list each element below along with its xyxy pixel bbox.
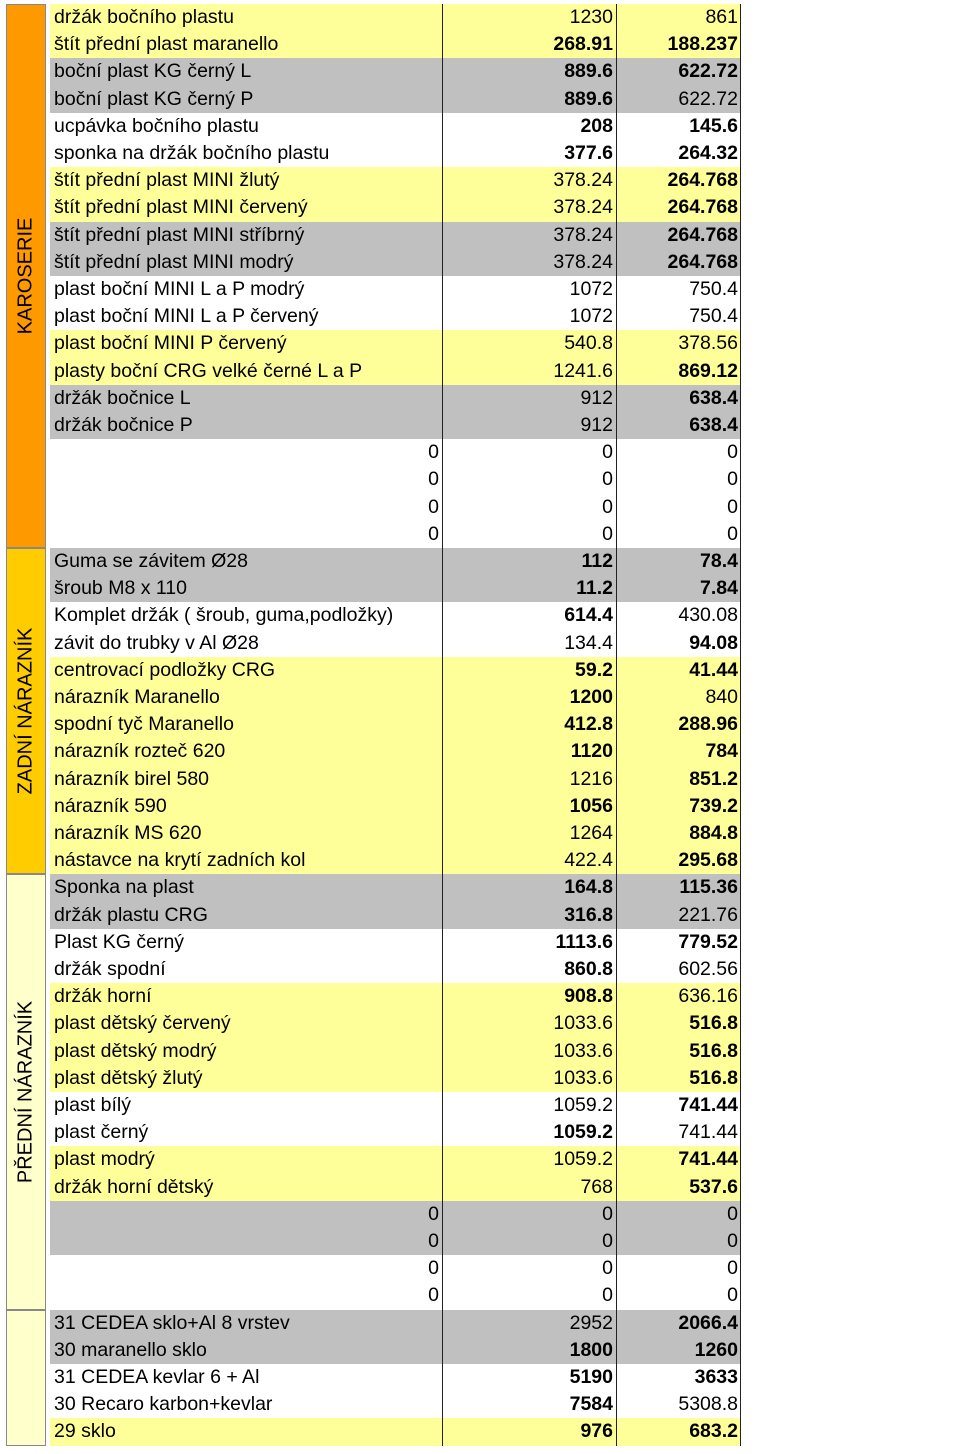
item-name: boční plast KG černý P	[50, 86, 443, 113]
price-value: 908.8	[443, 983, 617, 1010]
price-value-discount: 2066.4	[617, 1310, 741, 1337]
price-value: 1120	[443, 738, 617, 765]
price-value: 378.24	[443, 222, 617, 249]
price-value-discount: 5308.8	[617, 1391, 741, 1418]
table-row	[50, 902, 741, 929]
price-value-discount: 784	[617, 738, 741, 765]
table-row	[50, 1337, 741, 1364]
table-row	[50, 194, 741, 221]
zero-value: 0	[428, 522, 439, 545]
price-value-discount: 739.2	[617, 793, 741, 820]
price-value: 1216	[443, 766, 617, 793]
zero-value: 0	[428, 495, 439, 518]
price-value: 378.24	[443, 167, 617, 194]
price-value-discount: 779.52	[617, 929, 741, 956]
table-row	[50, 385, 741, 412]
item-name: držák bočnice P	[50, 412, 443, 439]
table-row	[50, 1228, 741, 1255]
item-name: 30 Recaro karbon+kevlar	[50, 1391, 443, 1418]
price-value: 0	[443, 1228, 617, 1255]
price-value: 5190	[443, 1364, 617, 1391]
table-row	[50, 1364, 741, 1391]
item-name: Guma se závitem Ø28	[50, 548, 443, 575]
price-value-discount: 638.4	[617, 412, 741, 439]
table-row	[50, 303, 741, 330]
table-row	[50, 439, 741, 466]
price-value-discount: 78.4	[617, 548, 741, 575]
price-value: 1230	[443, 4, 617, 31]
table-row	[50, 1255, 741, 1282]
table-row	[50, 766, 741, 793]
table-row	[50, 249, 741, 276]
price-value-discount: 295.68	[617, 847, 741, 874]
price-value-discount: 638.4	[617, 385, 741, 412]
price-value: 412.8	[443, 711, 617, 738]
category-band	[6, 4, 46, 548]
price-value: 0	[443, 466, 617, 493]
category-band	[6, 874, 46, 1309]
item-name	[50, 439, 443, 466]
price-value: 614.4	[443, 602, 617, 629]
price-value: 860.8	[443, 956, 617, 983]
table-row	[50, 548, 741, 575]
price-value-discount: 851.2	[617, 766, 741, 793]
price-value-discount: 288.96	[617, 711, 741, 738]
table-row	[50, 874, 741, 901]
price-value-discount: 0	[617, 1255, 741, 1282]
item-name: 31 CEDEA kevlar 6 + Al	[50, 1364, 443, 1391]
price-value: 134.4	[443, 630, 617, 657]
item-name: plast dětský červený	[50, 1010, 443, 1037]
item-name	[50, 1201, 443, 1228]
price-value: 0	[443, 1201, 617, 1228]
price-value-discount: 7.84	[617, 575, 741, 602]
table-row	[50, 222, 741, 249]
price-value: 1800	[443, 1337, 617, 1364]
table-row	[50, 330, 741, 357]
table-row	[50, 738, 741, 765]
item-name: Plast KG černý	[50, 929, 443, 956]
table-row	[50, 1418, 741, 1445]
price-value: 1200	[443, 684, 617, 711]
item-name: 29 sklo	[50, 1418, 443, 1445]
price-value-discount: 840	[617, 684, 741, 711]
table-row	[50, 494, 741, 521]
price-value: 1033.6	[443, 1038, 617, 1065]
table-row	[50, 86, 741, 113]
price-value: 889.6	[443, 58, 617, 85]
price-value-discount: 537.6	[617, 1174, 741, 1201]
price-value-discount: 115.36	[617, 874, 741, 901]
price-value: 768	[443, 1174, 617, 1201]
price-value-discount: 378.56	[617, 330, 741, 357]
price-value: 378.24	[443, 249, 617, 276]
item-name: závit do trubky v Al Ø28	[50, 630, 443, 657]
price-value: 1113.6	[443, 929, 617, 956]
table-row	[50, 793, 741, 820]
price-value-discount: 741.44	[617, 1092, 741, 1119]
price-value-discount: 3633	[617, 1364, 741, 1391]
table-row	[50, 1119, 741, 1146]
table-row	[50, 113, 741, 140]
zero-value: 0	[428, 468, 439, 491]
price-value: 1033.6	[443, 1010, 617, 1037]
price-value: 0	[443, 494, 617, 521]
item-name: nárazník MS 620	[50, 820, 443, 847]
item-name	[50, 1255, 443, 1282]
price-value: 268.91	[443, 31, 617, 58]
item-name: držák plastu CRG	[50, 902, 443, 929]
table-row	[50, 1010, 741, 1037]
item-name: plast boční MINI P červený	[50, 330, 443, 357]
table-row	[50, 167, 741, 194]
table-row	[50, 602, 741, 629]
price-value-discount: 0	[617, 494, 741, 521]
table-row	[50, 1038, 741, 1065]
price-value: 316.8	[443, 902, 617, 929]
category-band	[6, 548, 46, 874]
price-value-discount: 602.56	[617, 956, 741, 983]
zero-value: 0	[428, 1202, 439, 1225]
table-row	[50, 140, 741, 167]
table-row	[50, 1201, 741, 1228]
item-name	[50, 466, 443, 493]
price-value: 1059.2	[443, 1146, 617, 1173]
price-value: 889.6	[443, 86, 617, 113]
item-name: štít přední plast MINI stříbrný	[50, 222, 443, 249]
table-row	[50, 684, 741, 711]
price-value: 1056	[443, 793, 617, 820]
zero-value: 0	[428, 441, 439, 464]
table-row	[50, 983, 741, 1010]
price-value-discount: 516.8	[617, 1010, 741, 1037]
item-name: spodní tyč Maranello	[50, 711, 443, 738]
price-value-discount: 41.44	[617, 657, 741, 684]
item-name: držák bočního plastu	[50, 4, 443, 31]
price-value-discount: 869.12	[617, 358, 741, 385]
item-name	[50, 521, 443, 548]
item-name: sponka na držák bočního plastu	[50, 140, 443, 167]
price-value: 377.6	[443, 140, 617, 167]
price-value: 11.2	[443, 575, 617, 602]
item-name: ucpávka bočního plastu	[50, 113, 443, 140]
item-name: štít přední plast MINI žlutý	[50, 167, 443, 194]
price-value-discount: 516.8	[617, 1065, 741, 1092]
item-name: držák horní dětský	[50, 1174, 443, 1201]
price-value-discount: 861	[617, 4, 741, 31]
price-value: 540.8	[443, 330, 617, 357]
zero-value: 0	[428, 1284, 439, 1307]
price-value: 1072	[443, 276, 617, 303]
zero-value: 0	[428, 1230, 439, 1252]
table-row	[50, 929, 741, 956]
item-name: 31 CEDEA sklo+Al 8 vrstev	[50, 1310, 443, 1337]
item-name: plasty boční CRG velké černé L a P	[50, 358, 443, 385]
price-value-discount: 750.4	[617, 303, 741, 330]
price-value: 1059.2	[443, 1119, 617, 1146]
item-name: centrovací podložky CRG	[50, 657, 443, 684]
table-row	[50, 4, 741, 31]
item-name: štít přední plast maranello	[50, 31, 443, 58]
price-value: 912	[443, 385, 617, 412]
price-value: 976	[443, 1418, 617, 1445]
table-row	[50, 711, 741, 738]
item-name: plast modrý	[50, 1146, 443, 1173]
table-row	[50, 847, 741, 874]
price-value-discount: 0	[617, 1201, 741, 1228]
price-value-discount: 741.44	[617, 1119, 741, 1146]
table-row	[50, 1282, 741, 1309]
table-row	[50, 956, 741, 983]
price-value-discount: 264.768	[617, 222, 741, 249]
price-value: 2952	[443, 1310, 617, 1337]
item-name: 30 maranello sklo	[50, 1337, 443, 1364]
item-name: plast dětský modrý	[50, 1038, 443, 1065]
price-value: 1072	[443, 303, 617, 330]
price-value: 1033.6	[443, 1065, 617, 1092]
category-label: KAROSERIE	[14, 217, 37, 335]
price-value: 7584	[443, 1391, 617, 1418]
item-name: plast dětský žlutý	[50, 1065, 443, 1092]
price-value-discount: 636.16	[617, 983, 741, 1010]
zero-value: 0	[428, 1257, 439, 1280]
price-value-discount: 0	[617, 466, 741, 493]
item-name: nárazník rozteč 620	[50, 738, 443, 765]
category-label: ZADNÍ NÁRAZNÍK	[14, 627, 37, 795]
price-value-discount: 0	[617, 521, 741, 548]
price-value: 112	[443, 548, 617, 575]
item-name: nárazník 590	[50, 793, 443, 820]
price-value-discount: 0	[617, 1228, 741, 1255]
table-row	[50, 657, 741, 684]
item-name	[50, 1228, 443, 1255]
price-value: 0	[443, 1282, 617, 1309]
table-row	[50, 58, 741, 85]
price-value-discount: 145.6	[617, 113, 741, 140]
item-name: štít přední plast MINI modrý	[50, 249, 443, 276]
item-name: šroub M8 x 110	[50, 575, 443, 602]
item-name: plast černý	[50, 1119, 443, 1146]
item-name: plast boční MINI L a P červený	[50, 303, 443, 330]
item-name: držák spodní	[50, 956, 443, 983]
item-name: štít přední plast MINI červený	[50, 194, 443, 221]
price-value: 0	[443, 439, 617, 466]
price-value-discount: 622.72	[617, 58, 741, 85]
price-value-discount: 516.8	[617, 1038, 741, 1065]
price-value: 1241.6	[443, 358, 617, 385]
price-value-discount: 0	[617, 1282, 741, 1309]
table-row	[50, 1092, 741, 1119]
price-value-discount: 264.768	[617, 167, 741, 194]
price-value: 1264	[443, 820, 617, 847]
item-name: držák horní	[50, 983, 443, 1010]
price-value-discount: 750.4	[617, 276, 741, 303]
table-row	[50, 1310, 741, 1337]
price-value: 164.8	[443, 874, 617, 901]
table-row	[50, 276, 741, 303]
item-name: Sponka na plast	[50, 874, 443, 901]
price-value-discount: 264.768	[617, 249, 741, 276]
price-value: 422.4	[443, 847, 617, 874]
price-value-discount: 622.72	[617, 86, 741, 113]
category-band	[6, 1310, 46, 1446]
item-name: nárazník birel 580	[50, 766, 443, 793]
item-name	[50, 494, 443, 521]
price-value-discount: 1260	[617, 1337, 741, 1364]
price-value: 912	[443, 412, 617, 439]
table-row	[50, 1174, 741, 1201]
price-value: 59.2	[443, 657, 617, 684]
price-value-discount: 264.768	[617, 194, 741, 221]
item-name: plast boční MINI L a P modrý	[50, 276, 443, 303]
price-value: 0	[443, 1255, 617, 1282]
table-row	[50, 1065, 741, 1092]
item-name: držák bočnice L	[50, 385, 443, 412]
item-name: Komplet držák ( šroub, guma,podložky)	[50, 602, 443, 629]
table-row	[50, 820, 741, 847]
price-value-discount: 741.44	[617, 1146, 741, 1173]
price-value-discount: 188.237	[617, 31, 741, 58]
price-value-discount: 884.8	[617, 820, 741, 847]
category-label: PŘEDNÍ NÁRAZNÍK	[14, 1000, 37, 1184]
price-value: 208	[443, 113, 617, 140]
item-name: boční plast KG černý L	[50, 58, 443, 85]
price-value-discount: 221.76	[617, 902, 741, 929]
table-row	[50, 1146, 741, 1173]
table-row	[50, 521, 741, 548]
price-value-discount: 0	[617, 439, 741, 466]
item-name	[50, 1282, 443, 1309]
price-value: 0	[443, 521, 617, 548]
table-row	[50, 358, 741, 385]
table-row	[50, 31, 741, 58]
price-value-discount: 94.08	[617, 630, 741, 657]
item-name: nástavce na krytí zadních kol	[50, 847, 443, 874]
table-row	[50, 575, 741, 602]
table-row	[50, 412, 741, 439]
item-name: plast bílý	[50, 1092, 443, 1119]
price-value-discount: 264.32	[617, 140, 741, 167]
item-name: nárazník Maranello	[50, 684, 443, 711]
price-value: 1059.2	[443, 1092, 617, 1119]
table-row	[50, 466, 741, 493]
price-value-discount: 683.2	[617, 1418, 741, 1445]
table-row	[50, 630, 741, 657]
table-row	[50, 1391, 741, 1418]
price-value: 378.24	[443, 194, 617, 221]
price-value-discount: 430.08	[617, 602, 741, 629]
